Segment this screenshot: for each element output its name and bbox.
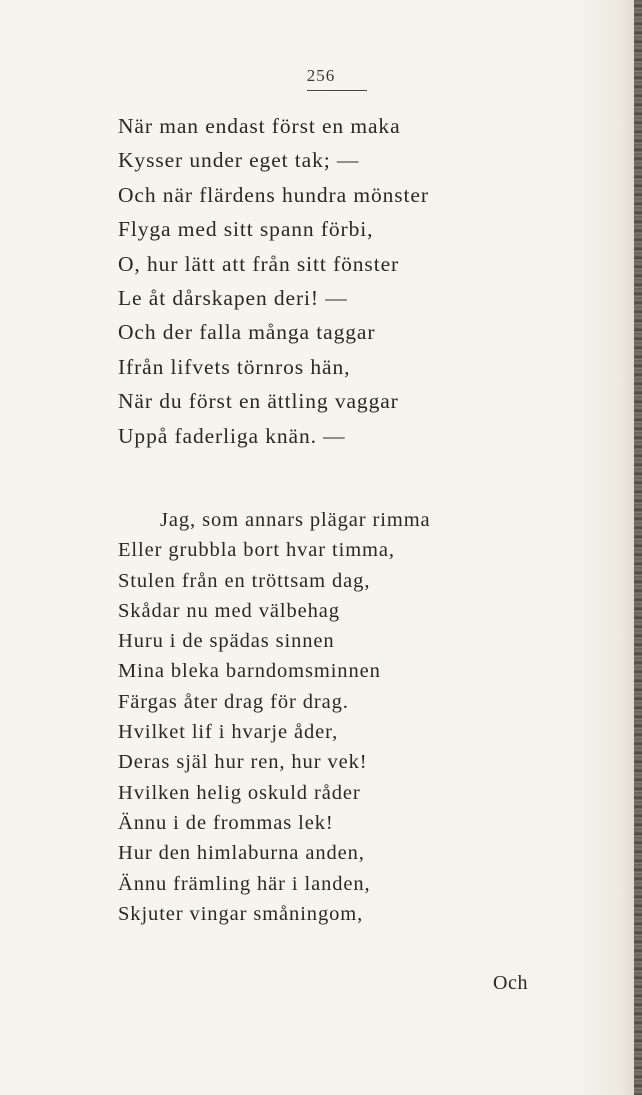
verse-line: Le åt dårskapen deri! — (118, 285, 348, 310)
verse-line: Flyga med sitt spann förbi, (118, 217, 374, 242)
verse-line: Skådar nu med välbehag (118, 599, 340, 622)
verse-line: Ännu främling här i landen, (118, 872, 371, 895)
verse-line: Hvilket lif i hvarje åder, (118, 721, 339, 744)
verse-line: Eller grubbla bort hvar timma, (118, 539, 395, 562)
verse-line: När du först en ättling vaggar (118, 389, 399, 414)
verse-line: Och der falla många taggar (118, 320, 376, 345)
verse-line: Hur den himlaburna anden, (118, 842, 365, 865)
verse-line: När man endast först en maka (118, 114, 401, 138)
verse-line: Hvilken helig oskuld råder (118, 781, 361, 804)
stanza-1 (118, 109, 429, 453)
verse-line: Ifrån lifvets törnros hän, (118, 354, 351, 379)
page-edge-shadow (634, 0, 642, 1095)
verse-line: Kysser under eget tak; — (118, 148, 360, 173)
verse-line: O, hur lätt att från sitt fönster (118, 251, 400, 276)
verse-line: Huru i de spädas sinnen (118, 630, 335, 653)
verse-line: Uppå faderliga knän. — (118, 423, 346, 448)
verse-line: Och när flärdens hundra mönster (118, 182, 429, 207)
verse-line: Mina bleka barndomsminnen (118, 660, 381, 683)
verse-line: Skjuter vingar småningom, (118, 902, 364, 925)
stanza-2 (118, 505, 431, 929)
page-number: 256 (306, 66, 336, 85)
verse-line: Färgas åter drag för drag. (118, 690, 349, 713)
verse-line: Stulen från en tröttsam dag, (118, 569, 371, 592)
page-number-rule (307, 90, 367, 91)
catchword: Och (493, 972, 529, 994)
verse-line-first: Jag, som annars plägar rimma (160, 509, 431, 531)
verse-line: Deras själ hur ren, hur vek! (118, 751, 368, 774)
verse-line: Ännu i de frommas lek! (118, 811, 334, 834)
